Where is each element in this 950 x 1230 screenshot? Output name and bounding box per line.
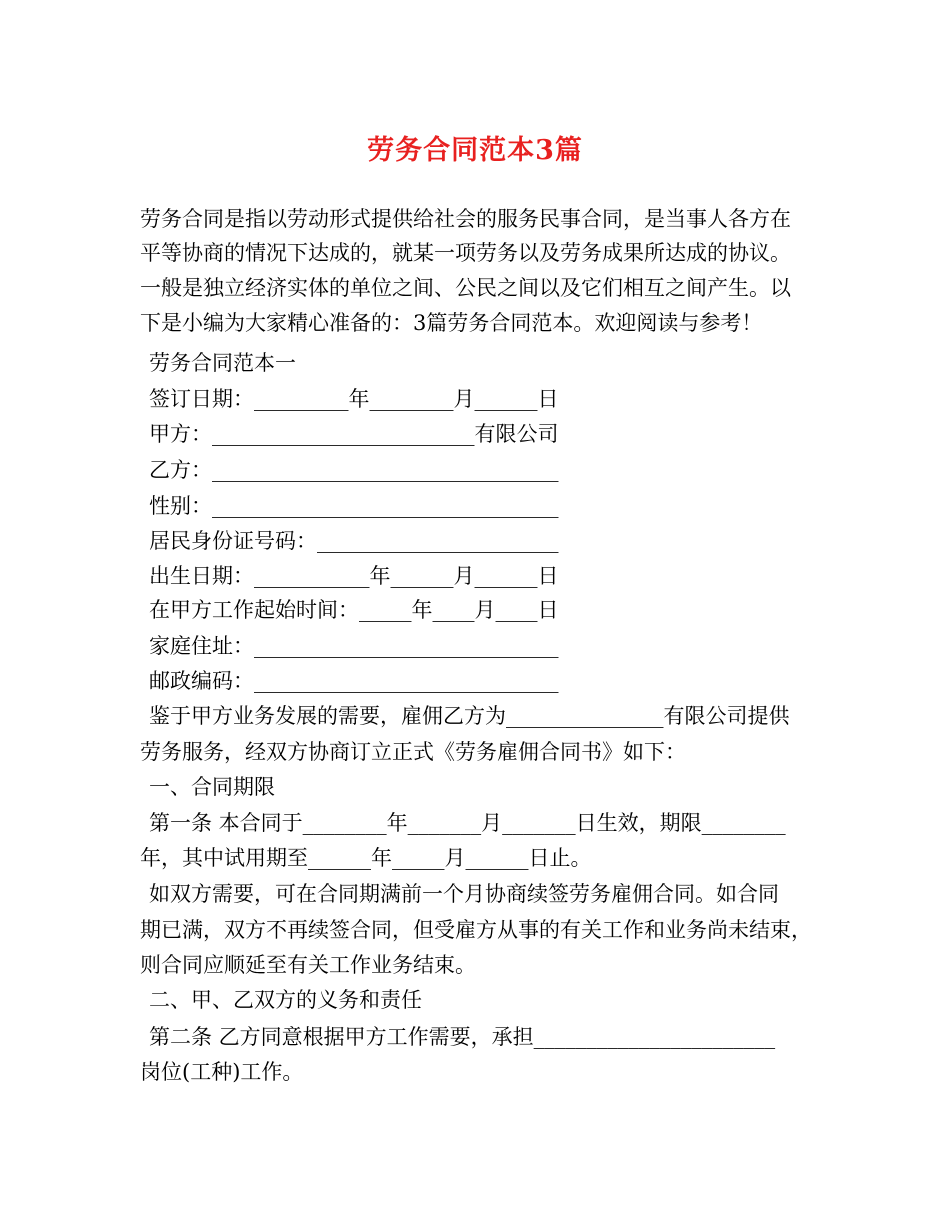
field-postcode: 邮政编码：_____________________________ xyxy=(149,669,559,693)
body-line: 第一条 本合同于________年_______月_______日生效，期限________ xyxy=(149,811,786,835)
body-line: 则合同应顺延至有关工作业务结束。 xyxy=(140,953,476,977)
field-party-b: 乙方：_________________________________ xyxy=(149,458,559,482)
field-gender: 性别：_________________________________ xyxy=(149,494,559,518)
body-line: 岗位(工种)工作。 xyxy=(140,1060,304,1084)
intro-line-4: 下是小编为大家精心准备的：3篇劳务合同范本。欢迎阅读与参考！ xyxy=(140,311,763,335)
field-address: 家庭住址：_____________________________ xyxy=(149,634,559,658)
intro-line-2: 平等协商的情况下达成的，就某一项劳务以及劳务成果所达成的协议。 xyxy=(140,241,791,265)
body-line: 年，其中试用期至______年_____月______日止。 xyxy=(140,846,592,870)
clause-heading: 二、甲、乙双方的义务和责任 xyxy=(149,988,422,1012)
body-line: 第二条 乙方同意根据甲方工作需要，承担_______________________ xyxy=(149,1025,776,1049)
field-start-time: 在甲方工作起始时间：_____年____月____日 xyxy=(149,598,559,622)
body-line: 期已满，双方不再续签合同，但受雇方从事的有关工作和业务尚未结束， xyxy=(140,918,812,942)
intro-line-3: 一般是独立经济实体的单位之间、公民之间以及它们相互之间产生。以 xyxy=(140,276,791,300)
document-title: 劳务合同范本3篇 xyxy=(367,135,583,166)
field-sign-date: 签订日期：_________年________月______日 xyxy=(149,387,559,411)
clause-heading: 一、合同期限 xyxy=(149,775,275,799)
field-id-number: 居民身份证号码：_______________________ xyxy=(149,529,559,553)
section-heading-1: 劳务合同范本一 xyxy=(149,351,296,375)
field-party-a: 甲方：_________________________有限公司 xyxy=(149,422,559,446)
body-line: 如双方需要，可在合同期满前一个月协商续签劳务雇佣合同。如合同 xyxy=(149,882,779,906)
field-birth-date: 出生日期：___________年______月______日 xyxy=(149,564,559,588)
body-line: 鉴于甲方业务发展的需要，雇佣乙方为_______________有限公司提供 xyxy=(149,704,790,728)
body-line: 劳务服务，经双方协商订立正式《劳务雇佣合同书》如下： xyxy=(140,740,686,764)
intro-line-1: 劳务合同是指以劳动形式提供给社会的服务民事合同，是当事人各方在 xyxy=(140,207,791,231)
